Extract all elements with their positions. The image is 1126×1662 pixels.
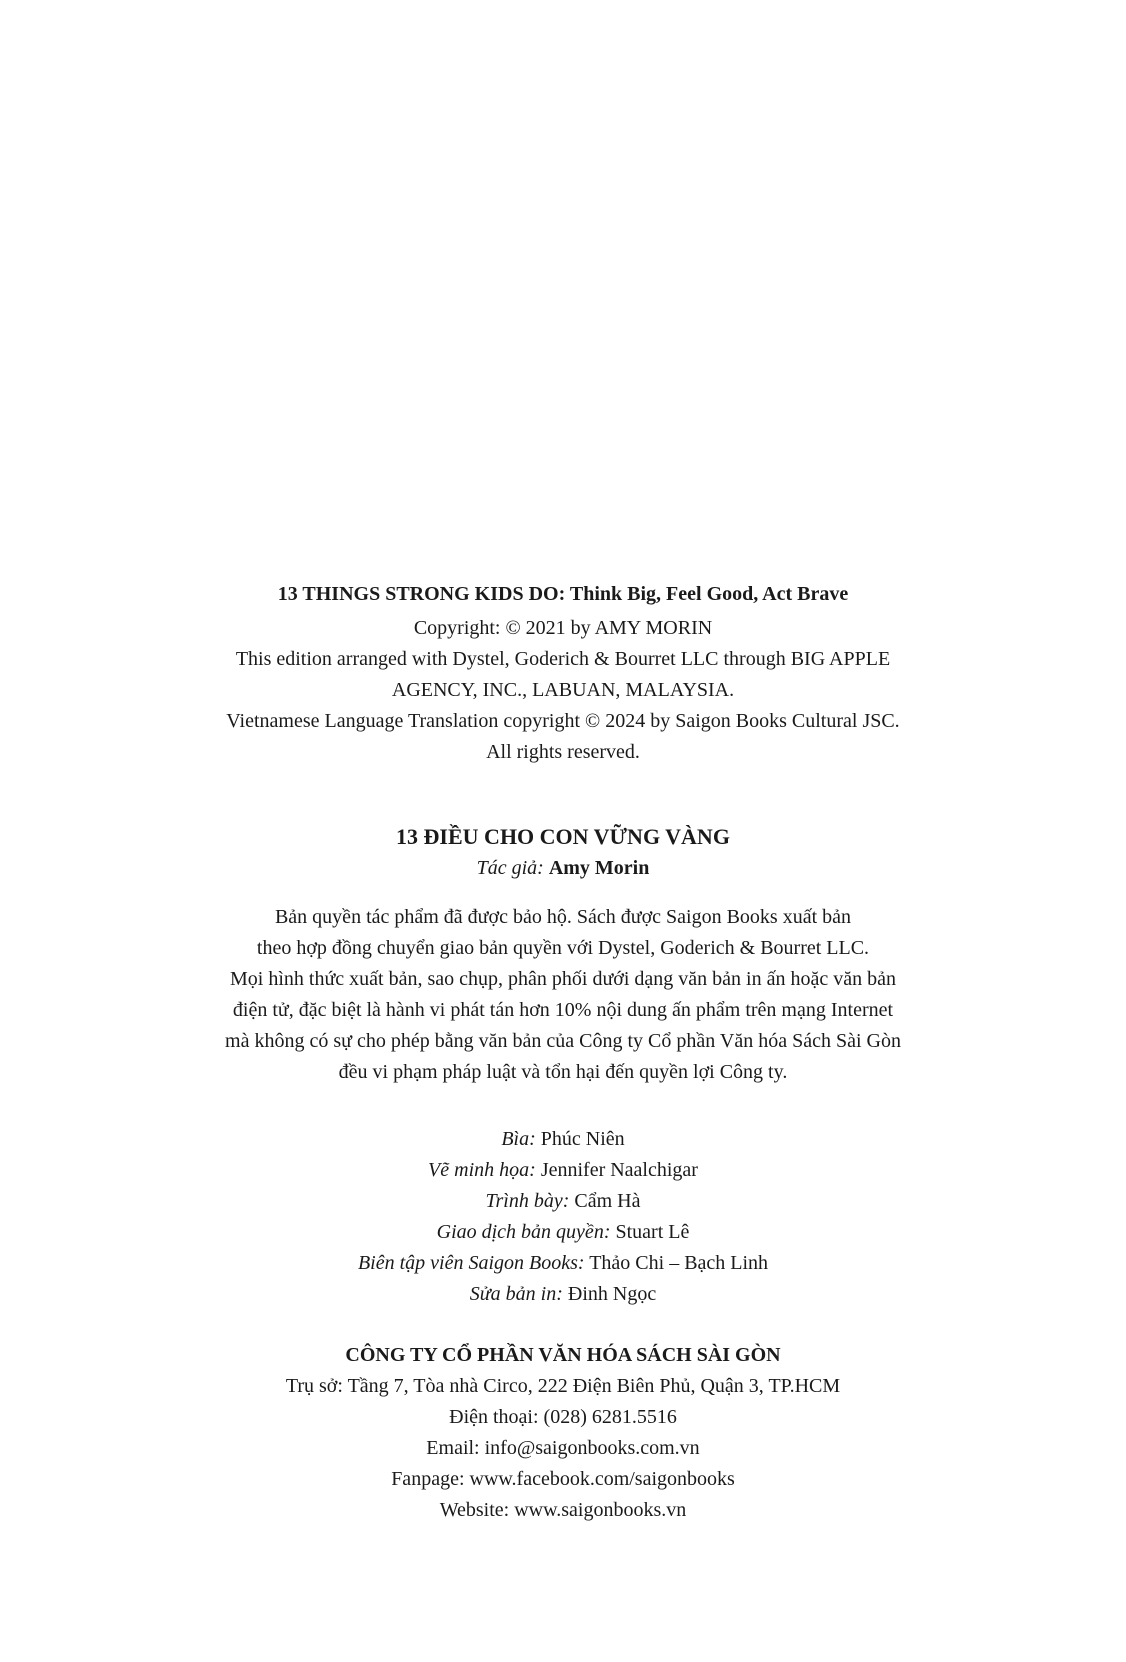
company-email: Email: info@saigonbooks.com.vn: [426, 1437, 700, 1459]
credits-block: [0, 1124, 1126, 1310]
company-block: [0, 1340, 1126, 1526]
credit-value: Phúc Niên: [540, 1128, 625, 1150]
author-name: Amy Morin: [548, 857, 650, 879]
credit-cover: [0, 1124, 1126, 1155]
notice-line: mà không có sự cho phép bằng văn bản của Công ty Cổ phần Văn hóa Sách Sài Gòn: [225, 1030, 901, 1052]
credit-value: Jennifer Naalchigar: [540, 1159, 698, 1181]
credit-label: Bìa:: [501, 1128, 536, 1150]
company-address: Trụ sở: Tầng 7, Tòa nhà Circo, 222 Điện Biên Phủ, Quận 3, TP.HCM: [285, 1375, 841, 1397]
credit-proofreading: [0, 1279, 1126, 1310]
company-website: Website: www.saigonbooks.vn: [439, 1499, 687, 1521]
author-label: Tác giả:: [476, 857, 544, 879]
notice-line: đều vi phạm pháp luật và tổn hại đến quyền lợi Công ty.: [338, 1061, 788, 1083]
edition-line: This edition arranged with Dystel, Goderich & Bourret LLC through BIG APPLE: [235, 648, 891, 670]
company-name: CÔNG TY CỔ PHẦN VĂN HÓA SÁCH SÀI GÒN: [345, 1344, 781, 1366]
company-fanpage: Fanpage: www.facebook.com/saigonbooks: [391, 1468, 735, 1490]
notice-line: theo hợp đồng chuyển giao bản quyền với Dystel, Goderich & Bourret LLC.: [256, 937, 870, 959]
credit-label: Vẽ minh họa:: [428, 1159, 536, 1181]
credit-value: Cẩm Hà: [574, 1190, 641, 1212]
credit-illustration: [0, 1155, 1126, 1186]
copyright-line: Copyright: © 2021 by AMY MORIN: [413, 617, 713, 639]
rights-reserved-line: All rights reserved.: [486, 741, 640, 763]
company-phone: Điện thoại: (028) 6281.5516: [449, 1406, 677, 1428]
translation-copyright-line: Vietnamese Language Translation copyright © 2024 by Saigon Books Cultural JSC.: [226, 710, 900, 732]
original-title: 13 THINGS STRONG KIDS DO: Think Big, Feel Good, Act Brave: [277, 583, 849, 605]
credit-label: Trình bày:: [485, 1190, 570, 1212]
vietnamese-title-block: [0, 821, 1126, 884]
credit-rights: [0, 1217, 1126, 1248]
english-copyright-block: [0, 579, 1126, 768]
credit-value: Đinh Ngọc: [567, 1283, 657, 1305]
credit-label: Giao dịch bản quyền:: [436, 1221, 611, 1243]
author-line: [0, 853, 1126, 884]
credit-layout: [0, 1186, 1126, 1217]
credit-label: Biên tập viên Saigon Books:: [357, 1252, 585, 1274]
notice-line: Mọi hình thức xuất bản, sao chụp, phân phối dưới dạng văn bản in ấn hoặc văn bản: [230, 968, 896, 990]
notice-line: điện tử, đặc biệt là hành vi phát tán hơn 10% nội dung ấn phẩm trên mạng Internet: [232, 999, 894, 1021]
notice-line: Bản quyền tác phẩm đã được bảo hộ. Sách được Saigon Books xuất bản: [274, 906, 852, 928]
copyright-notice-block: [0, 902, 1126, 1088]
credit-value: Stuart Lê: [615, 1221, 690, 1243]
credit-label: Sửa bản in:: [469, 1283, 563, 1305]
credit-value: Thảo Chi – Bạch Linh: [589, 1252, 769, 1274]
vietnamese-title: 13 ĐIỀU CHO CON VỮNG VÀNG: [396, 824, 730, 849]
edition-line: AGENCY, INC., LABUAN, MALAYSIA.: [391, 679, 735, 701]
credit-editors: [0, 1248, 1126, 1279]
